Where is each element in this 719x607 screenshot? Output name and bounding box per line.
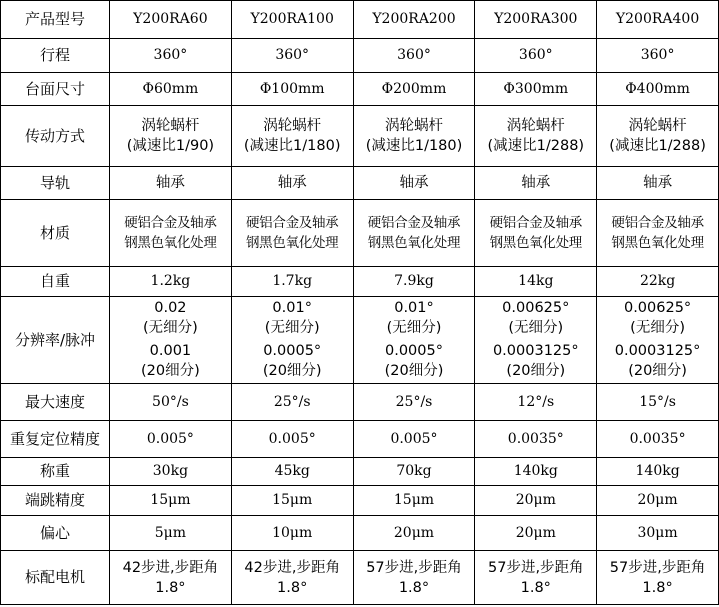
resolution-note: (20细分) xyxy=(628,363,687,380)
row-label: 行程 xyxy=(1,39,110,73)
step-angle: 1.8° xyxy=(398,579,430,596)
header-label: 产品型号 xyxy=(1,1,110,39)
material-row xyxy=(1,200,719,267)
material-line: 钢黑色氧化处理 xyxy=(367,235,461,251)
motor-cell xyxy=(475,551,597,605)
load-value: 30kg xyxy=(110,458,232,486)
transmission-type: 涡轮蜗杆 xyxy=(506,118,565,134)
resolution-note: (无细分) xyxy=(142,320,198,337)
runout-value: 20μm xyxy=(475,486,597,516)
material-cell xyxy=(110,200,232,267)
runout-value: 15μm xyxy=(353,486,475,516)
motor-row xyxy=(1,551,719,605)
repeatability-value: 0.0035° xyxy=(475,421,597,458)
material-line: 钢黑色氧化处理 xyxy=(245,235,339,251)
material-line: 硬铝合金及轴承 xyxy=(367,215,461,231)
material-line: 硬铝合金及轴承 xyxy=(245,215,339,231)
travel-value: 360° xyxy=(353,39,475,73)
model-name: Y200RA200 xyxy=(353,1,475,39)
material-cell xyxy=(353,200,475,267)
transmission-type: 涡轮蜗杆 xyxy=(628,118,687,134)
travel-value: 360° xyxy=(597,39,719,73)
motor-type: 57步进,步距角 xyxy=(488,559,584,576)
resolution-micro-step-cell xyxy=(231,340,353,384)
material-cell xyxy=(597,200,719,267)
material-line: 钢黑色氧化处理 xyxy=(124,235,217,251)
table-size-value: Φ300mm xyxy=(475,73,597,106)
reduction-ratio: (减速比1/90) xyxy=(126,138,215,154)
table-size-value: Φ200mm xyxy=(353,73,475,106)
guide-value: 轴承 xyxy=(353,167,475,200)
model-name: Y200RA100 xyxy=(231,1,353,39)
transmission-cell xyxy=(353,106,475,167)
row-label: 自重 xyxy=(1,267,110,297)
material-line: 硬铝合金及轴承 xyxy=(124,215,217,231)
resolution-micro-step-cell xyxy=(110,340,232,384)
motor-type: 57步进,步距角 xyxy=(366,559,462,576)
transmission-type: 涡轮蜗杆 xyxy=(263,118,322,134)
transmission-cell xyxy=(597,106,719,167)
material-line: 钢黑色氧化处理 xyxy=(611,235,704,251)
row-label: 重复定位精度 xyxy=(1,421,110,458)
row-label: 端跳精度 xyxy=(1,486,110,516)
motor-type: 42步进,步距角 xyxy=(244,559,340,576)
row-label: 台面尺寸 xyxy=(1,73,110,106)
guide-value: 轴承 xyxy=(475,167,597,200)
runout-value: 20μm xyxy=(597,486,719,516)
travel-value: 360° xyxy=(231,39,353,73)
row-label: 导轨 xyxy=(1,167,110,200)
transmission-type: 涡轮蜗杆 xyxy=(141,118,200,134)
resolution-note: (20细分) xyxy=(506,363,566,380)
load-row xyxy=(1,458,719,486)
runout-row xyxy=(1,486,719,516)
eccentricity-value: 10μm xyxy=(231,516,353,551)
resolution-note: (无细分) xyxy=(264,320,320,337)
eccentricity-row xyxy=(1,516,719,551)
resolution-value: 0.001 xyxy=(149,343,192,360)
repeatability-value: 0.005° xyxy=(110,421,232,458)
resolution-full-step-cell xyxy=(475,297,597,340)
resolution-micro-step-cell xyxy=(353,340,475,384)
resolution-full-step-cell xyxy=(353,297,475,340)
load-value: 140kg xyxy=(597,458,719,486)
load-value: 140kg xyxy=(475,458,597,486)
resolution-note: (无细分) xyxy=(630,320,685,337)
model-name: Y200RA400 xyxy=(597,1,719,39)
material-cell xyxy=(475,200,597,267)
resolution-note: (无细分) xyxy=(386,320,442,337)
table-size-value: Φ60mm xyxy=(110,73,232,106)
row-label: 称重 xyxy=(1,458,110,486)
repeatability-value: 0.005° xyxy=(231,421,353,458)
row-label: 分辨率/脉冲 xyxy=(1,297,110,384)
travel-value: 360° xyxy=(475,39,597,73)
motor-cell xyxy=(110,551,232,605)
resolution-full-step-cell xyxy=(231,297,353,340)
model-name: Y200RA300 xyxy=(475,1,597,39)
reduction-ratio: (减速比1/288) xyxy=(487,138,585,154)
resolution-value: 0.0003125° xyxy=(614,343,701,360)
table-size-value: Φ400mm xyxy=(597,73,719,106)
header-row xyxy=(1,1,719,39)
reduction-ratio: (减速比1/180) xyxy=(365,138,463,154)
eccentricity-value: 20μm xyxy=(475,516,597,551)
weight-value: 22kg xyxy=(597,267,719,297)
resolution-value: 0.00625° xyxy=(623,300,692,317)
transmission-type: 涡轮蜗杆 xyxy=(384,118,443,134)
reduction-ratio: (减速比1/180) xyxy=(243,138,341,154)
material-line: 硬铝合金及轴承 xyxy=(611,215,704,231)
repeatability-row xyxy=(1,421,719,458)
runout-value: 15μm xyxy=(110,486,232,516)
travel-value: 360° xyxy=(110,39,232,73)
step-angle: 1.8° xyxy=(642,579,673,596)
transmission-cell xyxy=(475,106,597,167)
resolution-full-step-cell xyxy=(597,297,719,340)
material-cell xyxy=(231,200,353,267)
step-angle: 1.8° xyxy=(277,579,308,596)
transmission-cell xyxy=(231,106,353,167)
resolution-value: 0.02 xyxy=(154,300,187,317)
table-size-value: Φ100mm xyxy=(231,73,353,106)
repeatability-value: 0.0035° xyxy=(597,421,719,458)
motor-type: 42步进,步距角 xyxy=(122,559,219,576)
load-value: 70kg xyxy=(353,458,475,486)
travel-row xyxy=(1,39,719,73)
resolution-value: 0.0003125° xyxy=(492,343,579,360)
material-line: 钢黑色氧化处理 xyxy=(489,235,582,251)
guide-row xyxy=(1,167,719,200)
row-label: 最大速度 xyxy=(1,384,110,421)
transmission-row xyxy=(1,106,719,167)
load-value: 45kg xyxy=(231,458,353,486)
max-speed-value: 25°/s xyxy=(353,384,475,421)
resolution-value: 0.0005° xyxy=(263,343,322,360)
table-size-row xyxy=(1,73,719,106)
motor-cell xyxy=(597,551,719,605)
max-speed-value: 15°/s xyxy=(597,384,719,421)
resolution-value: 0.0005° xyxy=(384,343,443,360)
resolution-note: (20细分) xyxy=(262,363,322,380)
resolution-note: (无细分) xyxy=(508,320,564,337)
material-line: 硬铝合金及轴承 xyxy=(489,215,582,231)
resolution-full-step-cell xyxy=(110,297,232,340)
repeatability-value: 0.005° xyxy=(353,421,475,458)
max-speed-value: 12°/s xyxy=(475,384,597,421)
resolution-note: (20细分) xyxy=(384,363,444,380)
resolution-micro-step-cell xyxy=(597,340,719,384)
resolution-micro-step-cell xyxy=(475,340,597,384)
reduction-ratio: (减速比1/288) xyxy=(609,138,706,154)
eccentricity-value: 5μm xyxy=(110,516,232,551)
weight-value: 14kg xyxy=(475,267,597,297)
guide-value: 轴承 xyxy=(597,167,719,200)
guide-value: 轴承 xyxy=(231,167,353,200)
eccentricity-value: 20μm xyxy=(353,516,475,551)
motor-type: 57步进,步距角 xyxy=(609,559,706,576)
weight-value: 1.2kg xyxy=(110,267,232,297)
model-name: Y200RA60 xyxy=(110,1,232,39)
motor-cell xyxy=(353,551,475,605)
resolution-value: 0.01° xyxy=(394,300,434,317)
max-speed-row xyxy=(1,384,719,421)
weight-value: 1.7kg xyxy=(231,267,353,297)
row-label: 标配电机 xyxy=(1,551,110,605)
step-angle: 1.8° xyxy=(520,579,551,596)
row-label: 偏心 xyxy=(1,516,110,551)
resolution-value: 0.01° xyxy=(272,300,312,317)
max-speed-value: 25°/s xyxy=(231,384,353,421)
motor-cell xyxy=(231,551,353,605)
eccentricity-value: 30μm xyxy=(597,516,719,551)
row-label: 传动方式 xyxy=(1,106,110,167)
step-angle: 1.8° xyxy=(155,579,186,596)
transmission-cell xyxy=(110,106,232,167)
weight-row xyxy=(1,267,719,297)
resolution-row-full-step xyxy=(1,297,719,340)
resolution-note: (20细分) xyxy=(141,363,200,380)
row-label: 材质 xyxy=(1,200,110,267)
guide-value: 轴承 xyxy=(110,167,232,200)
runout-value: 15μm xyxy=(231,486,353,516)
resolution-value: 0.00625° xyxy=(502,300,570,317)
max-speed-value: 50°/s xyxy=(110,384,232,421)
weight-value: 7.9kg xyxy=(353,267,475,297)
